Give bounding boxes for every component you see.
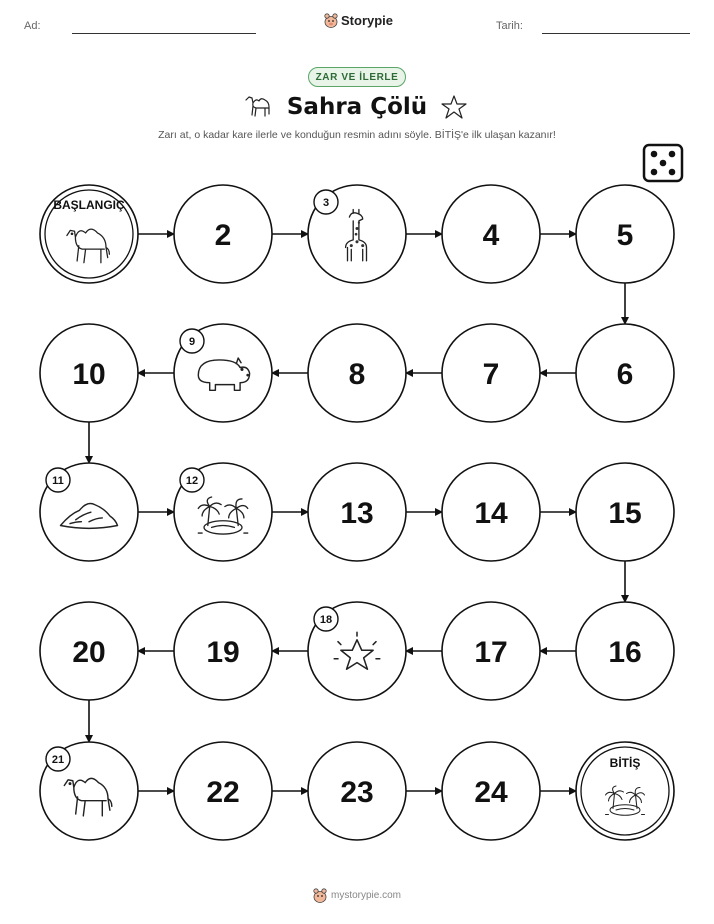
footer-logo-icon — [313, 887, 327, 903]
instructions: Zarı at, o kadar kare ilerle ve konduğun resmin adını söyle. BİTİŞ'e ilk ulaşan kazanır! — [158, 129, 556, 141]
cell-number: 13 — [340, 497, 374, 530]
board-cell-12 — [174, 463, 272, 561]
footer-url: mystorypie.com — [330, 889, 401, 901]
board-cell-1 — [40, 185, 138, 283]
cell-number: 10 — [72, 358, 106, 391]
cell-number: 22 — [206, 776, 240, 809]
cell-number: 20 — [72, 636, 106, 669]
cell-number: 5 — [616, 219, 634, 252]
board-cell-15 — [576, 463, 674, 561]
cell-number: 16 — [608, 636, 642, 669]
board-cell-10 — [40, 324, 138, 422]
board-cell-23 — [308, 742, 406, 840]
cell-number: 23 — [340, 776, 374, 809]
board-cell-17 — [442, 602, 540, 700]
board-cell-11 — [40, 463, 138, 561]
board-cell-7 — [442, 324, 540, 422]
board-cell-13 — [308, 463, 406, 561]
cell-number-badge: 9 — [188, 336, 196, 348]
board-cell-25 — [576, 742, 674, 840]
cell-number-badge: 11 — [52, 475, 64, 487]
brand-name: Storypie — [341, 12, 394, 28]
start-label: BAŞLANGIÇ — [53, 198, 125, 212]
board-cell-14 — [442, 463, 540, 561]
cell-number: 15 — [608, 497, 642, 530]
board-cell-2 — [174, 185, 272, 283]
footer — [0, 887, 714, 903]
cell-number: 4 — [482, 219, 500, 252]
board-cell-22 — [174, 742, 272, 840]
cell-number: 24 — [474, 776, 508, 809]
cell-number: 6 — [616, 358, 634, 391]
date-label: Tarih: — [496, 20, 523, 32]
page-title: Sahra Çölü — [286, 94, 428, 120]
activity-badge: ZAR VE İLERLE — [308, 67, 406, 87]
board-cell-4 — [442, 185, 540, 283]
board-cell-18 — [308, 602, 406, 700]
board-cell-20 — [40, 602, 138, 700]
cell-number: 2 — [214, 219, 232, 252]
board-cell-19 — [174, 602, 272, 700]
cell-number: 14 — [474, 497, 508, 530]
cell-number: 8 — [348, 358, 366, 391]
cell-number-badge: 18 — [319, 614, 333, 626]
board-cell-21 — [40, 742, 138, 840]
board-cell-16 — [576, 602, 674, 700]
cell-number: 7 — [482, 358, 500, 391]
cell-number: 17 — [474, 636, 508, 669]
cell-number: 19 — [206, 636, 240, 669]
board-cell-6 — [576, 324, 674, 422]
name-label: Ad: — [24, 20, 41, 32]
cell-number-badge: 3 — [322, 197, 330, 209]
board-cells — [40, 185, 674, 840]
board-cell-5 — [576, 185, 674, 283]
board-cell-9 — [174, 324, 272, 422]
board-cell-3 — [308, 185, 406, 283]
board-cell-8 — [308, 324, 406, 422]
cell-number-badge: 21 — [51, 754, 65, 766]
cell-number-badge: 12 — [185, 475, 199, 487]
finish-label: BİTİŞ — [609, 756, 641, 770]
board-cell-24 — [442, 742, 540, 840]
